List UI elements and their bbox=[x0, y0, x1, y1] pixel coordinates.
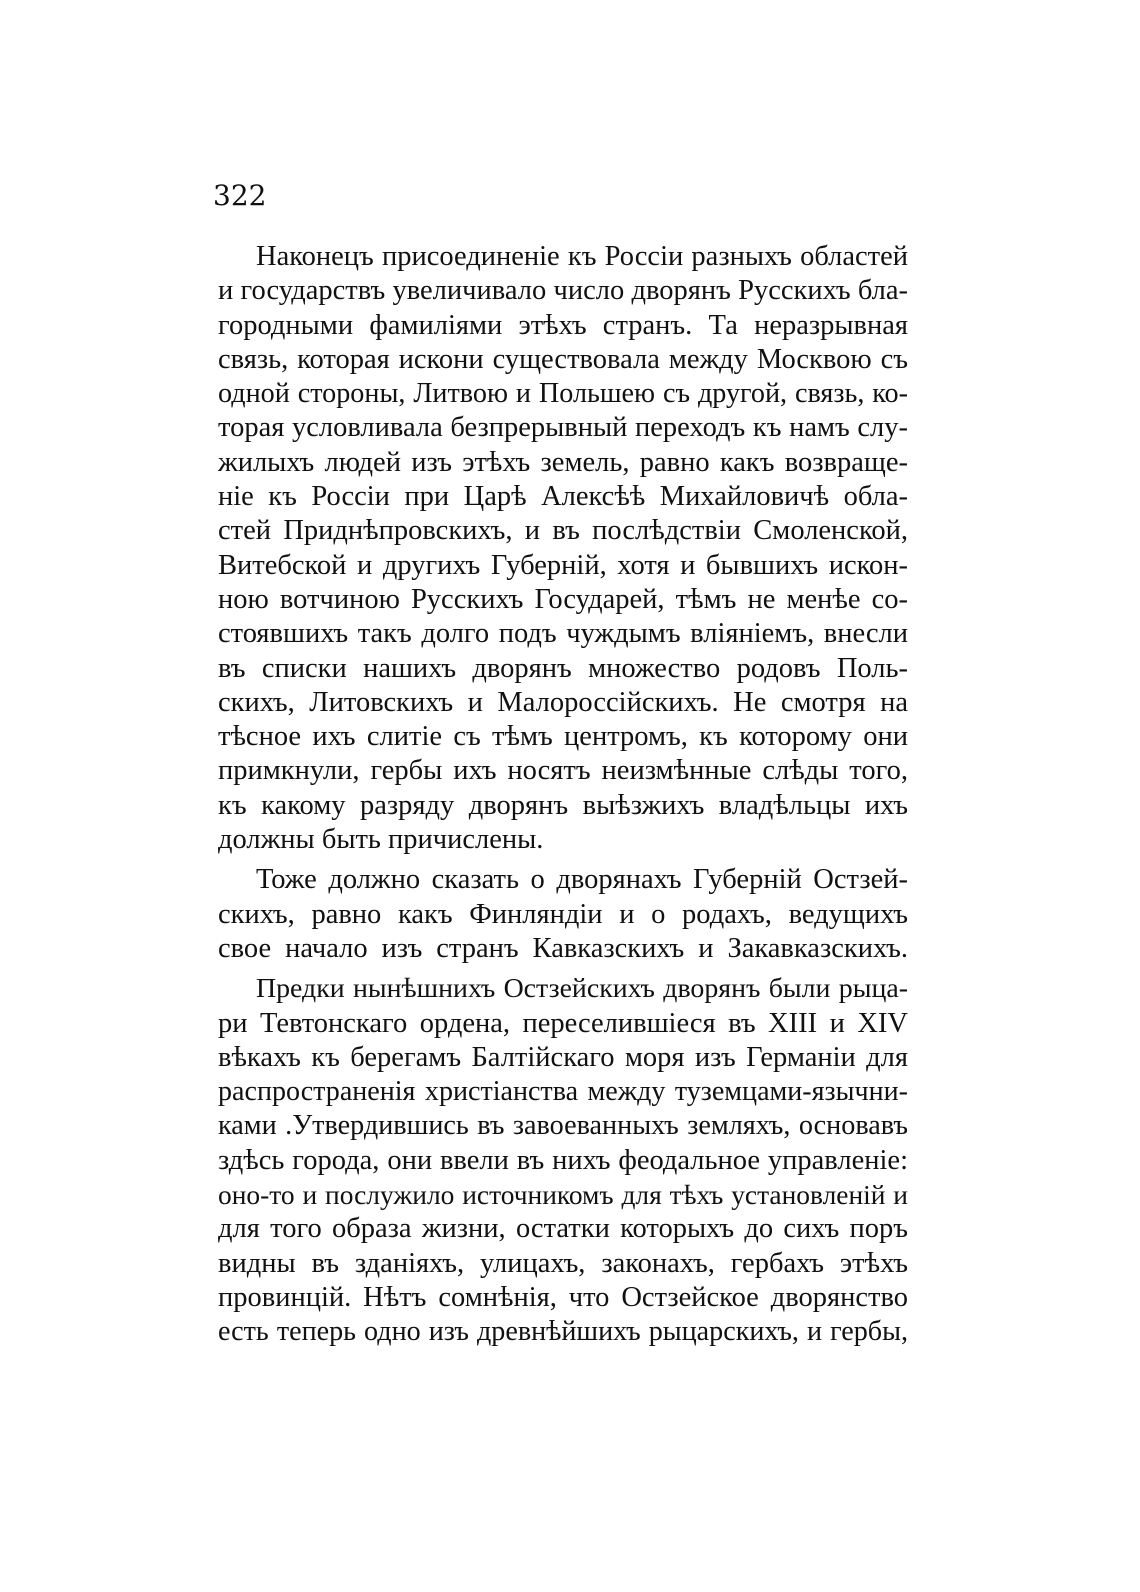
text-line: есть теперь одно изъ древнѣйшихъ рыцарскихъ, и гербы, bbox=[218, 1316, 908, 1348]
text-line: ною вотчиною Русскихъ Государей, тѣмъ не менѣе со- bbox=[218, 583, 908, 615]
text-line: оно-то и послужило источникомъ для тѣхъ установленiй и bbox=[218, 1180, 908, 1211]
text-line: городными фамилiями этѣхъ странъ. Та неразрывная bbox=[218, 309, 908, 341]
text-line: Витебской и другихъ Губернiй, хотя и бывшихъ искон- bbox=[218, 549, 908, 581]
paragraph bbox=[218, 240, 908, 857]
text-line: скихъ, равно какъ Финляндiи и о родахъ, ведущихъ bbox=[218, 898, 908, 930]
text-line: стоявшихъ такъ долго подъ чуждымъ влiянiемъ, внесли bbox=[218, 618, 908, 650]
paragraph bbox=[218, 863, 908, 966]
text-line: связь, которая искони существовала между Москвою съ bbox=[218, 343, 908, 375]
text-line: примкнули, гербы ихъ носятъ неизмѣнные слѣды того, bbox=[218, 755, 908, 787]
text-line: одной стороны, Литвою и Польшею съ другой, связь, ко- bbox=[218, 378, 908, 410]
page-number: 322 bbox=[213, 179, 267, 212]
paragraph bbox=[218, 972, 908, 1349]
text-line: тѣсное ихъ слитiе съ тѣмъ центромъ, къ которому они bbox=[218, 721, 908, 753]
text-line: вѣкахъ къ берегамъ Балтiйскаго моря изъ Германiи для bbox=[218, 1041, 908, 1073]
text-line: скихъ, Литовскихъ и Малороссiйскихъ. Не смотря на bbox=[218, 686, 908, 718]
text-line: въ списки нашихъ дворянъ множество родовъ Поль- bbox=[218, 652, 908, 684]
text-line: Тоже должно сказать о дворянахъ Губернiй Остзей- bbox=[256, 864, 908, 896]
text-line: и государствъ увеличивало число дворянъ Русскихъ бла- bbox=[218, 275, 908, 307]
text-line: для того образа жизни, остатки которыхъ до сихъ поръ bbox=[218, 1213, 908, 1245]
text-line: Предки нынѣшнихъ Остзейскихъ дворянъ были рыца- bbox=[256, 973, 908, 1005]
text-line: должны быть причислены. bbox=[218, 824, 544, 856]
body-text bbox=[218, 240, 908, 1350]
text-line: стей Приднѣпровскихъ, и въ послѣдствiи Смоленской, bbox=[218, 515, 908, 547]
text-line: ками .Утвердившись въ завоеванныхъ земляхъ, основавъ bbox=[218, 1110, 908, 1142]
text-line: ри Тевтонскаго ордена, переселившiеся въ XIII и XIV bbox=[218, 1007, 908, 1039]
text-line: свое начало изъ странъ Кавказскихъ и Закавказскихъ. bbox=[218, 932, 908, 964]
text-line: здѣсь города, они ввели въ нихъ феодальное управленiе: bbox=[218, 1144, 908, 1176]
text-line: Наконецъ присоединенiе къ Россiи разныхъ областей bbox=[256, 241, 908, 272]
text-line: жилыхъ людей изъ этѣхъ земель, равно какъ возвраще- bbox=[218, 446, 908, 478]
text-line: провинцiй. Нѣтъ сомнѣнiя, что Остзейское дворянство bbox=[218, 1281, 908, 1313]
text-line: нiе къ Россiи при Царѣ Алексѣѣ Михайловичѣ обла- bbox=[218, 481, 908, 513]
text-line: видны въ зданiяхъ, улицахъ, законахъ, гербахъ этѣхъ bbox=[218, 1247, 908, 1279]
text-line: къ какому разряду дворянъ выѣзжихъ владѣльцы ихъ bbox=[218, 789, 908, 821]
text-line: распространенiя христiанства между туземцами-язычни- bbox=[218, 1076, 908, 1108]
text-line: торая условливала безпрерывный переходъ къ намъ слу- bbox=[218, 412, 908, 444]
